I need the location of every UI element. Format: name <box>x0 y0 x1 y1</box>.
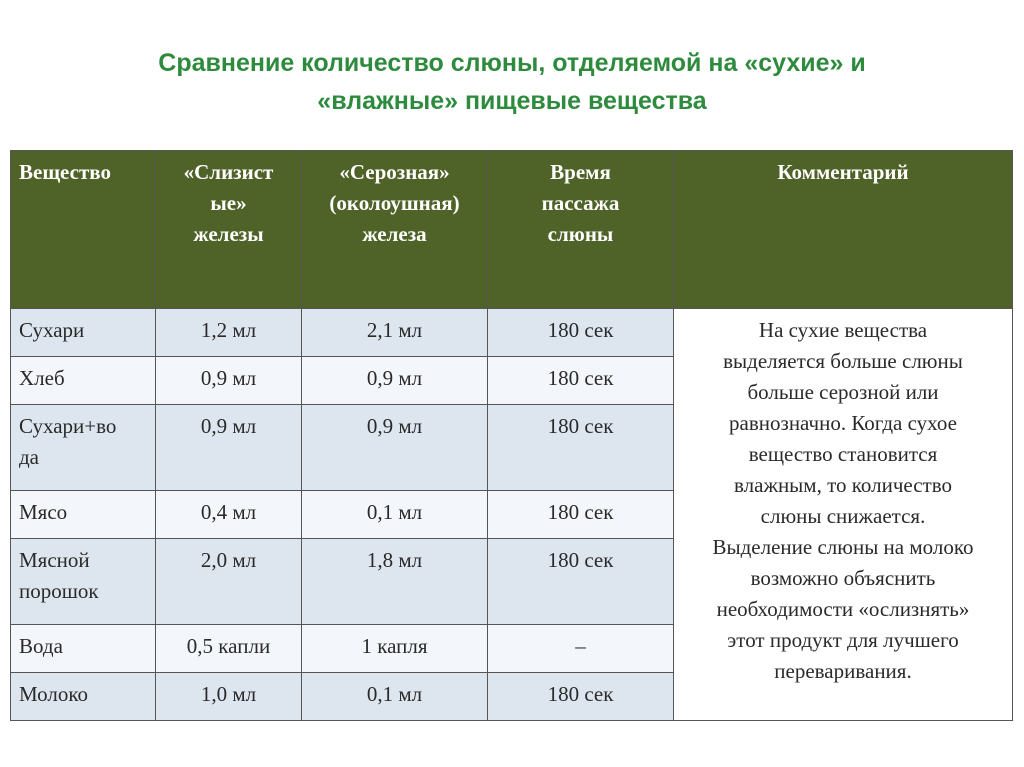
cell-time: 180 сек <box>488 673 674 721</box>
cell-substance: Сухари+во да <box>11 405 156 491</box>
header-mucous-glands: «Слизист ые» железы <box>156 151 302 309</box>
cell-time: – <box>488 625 674 673</box>
cell-mucous: 1,0 мл <box>156 673 302 721</box>
cell-serous: 0,9 мл <box>302 405 488 491</box>
header-comment: Комментарий <box>674 151 1013 309</box>
header-serous-gland: «Серозная» (околоушная) железа <box>302 151 488 309</box>
cell-mucous: 0,9 мл <box>156 405 302 491</box>
cell-time: 180 сек <box>488 405 674 491</box>
header-substance: Вещество <box>11 151 156 309</box>
cell-mucous: 0,5 капли <box>156 625 302 673</box>
cell-time: 180 сек <box>488 309 674 357</box>
cell-substance: Молоко <box>11 673 156 721</box>
cell-time: 180 сек <box>488 539 674 625</box>
cell-substance: Мясной порошок <box>11 539 156 625</box>
title-line-2: «влажные» пищевые вещества <box>317 87 707 115</box>
cell-serous: 0,9 мл <box>302 357 488 405</box>
cell-mucous: 0,4 мл <box>156 491 302 539</box>
cell-comment: На сухие вещества выделяется больше слюны больше серозной или равнозначно. Когда сухое вещество становится влажным, то количество слюны снижается. Выделение слюны на молоко возможно объяснить необходимости «ослизнять» этот продукт для лучшего переваривания. <box>674 309 1013 721</box>
cell-serous: 1,8 мл <box>302 539 488 625</box>
cell-serous: 1 капля <box>302 625 488 673</box>
cell-serous: 0,1 мл <box>302 673 488 721</box>
cell-substance: Вода <box>11 625 156 673</box>
cell-serous: 2,1 мл <box>302 309 488 357</box>
title-line-1: Сравнение количество слюны, отделяемой на «сухие» и <box>158 49 866 77</box>
table-row <box>11 309 1013 357</box>
cell-mucous: 1,2 мл <box>156 309 302 357</box>
cell-substance: Сухари <box>11 309 156 357</box>
cell-substance: Мясо <box>11 491 156 539</box>
cell-time: 180 сек <box>488 357 674 405</box>
cell-substance: Хлеб <box>11 357 156 405</box>
cell-serous: 0,1 мл <box>302 491 488 539</box>
cell-mucous: 0,9 мл <box>156 357 302 405</box>
header-passage-time: Время пассажа слюны <box>488 151 674 309</box>
comparison-table <box>10 150 1013 721</box>
cell-time: 180 сек <box>488 491 674 539</box>
slide-title <box>40 44 984 120</box>
cell-mucous: 2,0 мл <box>156 539 302 625</box>
header-row <box>11 151 1013 309</box>
